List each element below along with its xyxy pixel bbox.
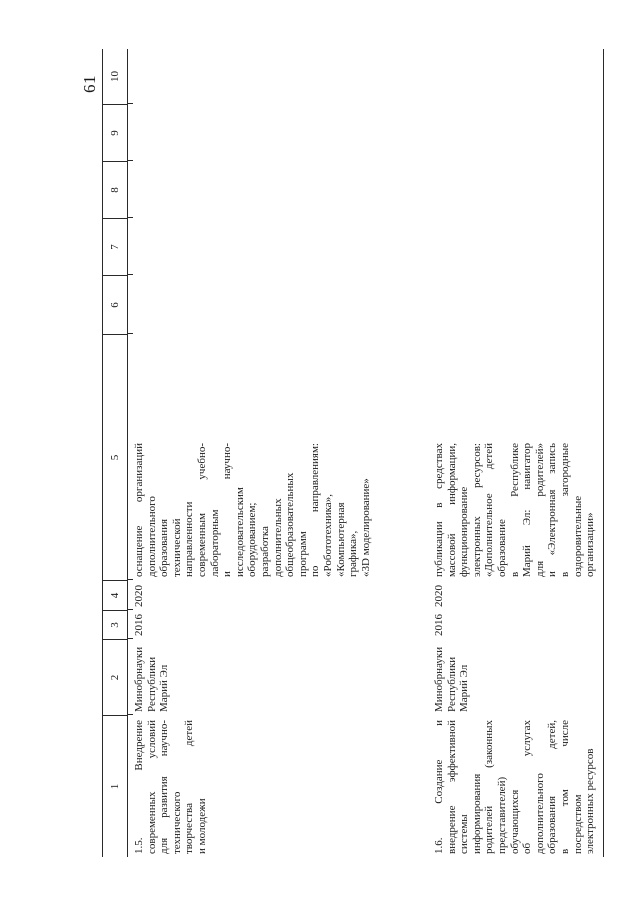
row-2-measure: 1.6. Создание и внедрение эффективной системы информирования родителей (законных представителей) обучающихся об услугах дополнительного образования детей, в том числе посредством электронных ресурсов (433, 720, 597, 854)
column-header-10: 10 (109, 71, 121, 82)
column-header-9: 9 (103, 104, 127, 161)
column-divider (127, 333, 133, 334)
column-header-8: 8 (103, 161, 127, 218)
row-2-start-year: 2016 (433, 614, 445, 636)
column-header-4: 4 (103, 580, 127, 610)
column-header-6: 6 (103, 275, 127, 334)
column-divider (127, 103, 133, 104)
row-1-result: оснащение организаций дополнительного образования технической направленности современным учебно- лабораторным и научно- исследовательским оборудованием; разработка дополнительных общеобразовательных программ по направлениям: «Робототехника», «Компьютерная графика», «3D моделирование» (133, 443, 372, 577)
row-1-executor: Минобрнауки Республики Марий Эл (133, 646, 171, 712)
table-header-row (103, 49, 128, 857)
row-1-end-year: 2020 (133, 585, 145, 607)
column-header-2: 2 (103, 639, 127, 715)
column-divider (127, 274, 133, 275)
column-divider (127, 160, 133, 161)
row-1-start-year: 2016 (133, 614, 145, 636)
column-header-1: 1 (103, 715, 127, 857)
column-header-5: 5 (103, 334, 127, 580)
column-header-3: 3 (103, 610, 127, 639)
row-1-measure: 1.5. Внедрение современных условий для развития научно- технического творчества детей и молодежи (133, 720, 208, 854)
column-header-7: 7 (103, 218, 127, 275)
row-2-end-year: 2020 (433, 585, 445, 607)
column-divider (127, 217, 133, 218)
plan-table (102, 49, 604, 857)
page-number: 61 (80, 75, 99, 93)
row-2-executor: Минобрнауки Республики Марий Эл (433, 646, 471, 712)
row-2-result: публикации в средствах массовой информации, функционирование электронных ресурсов: «Дополнительное детей образование в Республике Марий Эл: навигатор для родителей» и «Электронная запись в загородные оздоровительные организации» (433, 443, 597, 577)
